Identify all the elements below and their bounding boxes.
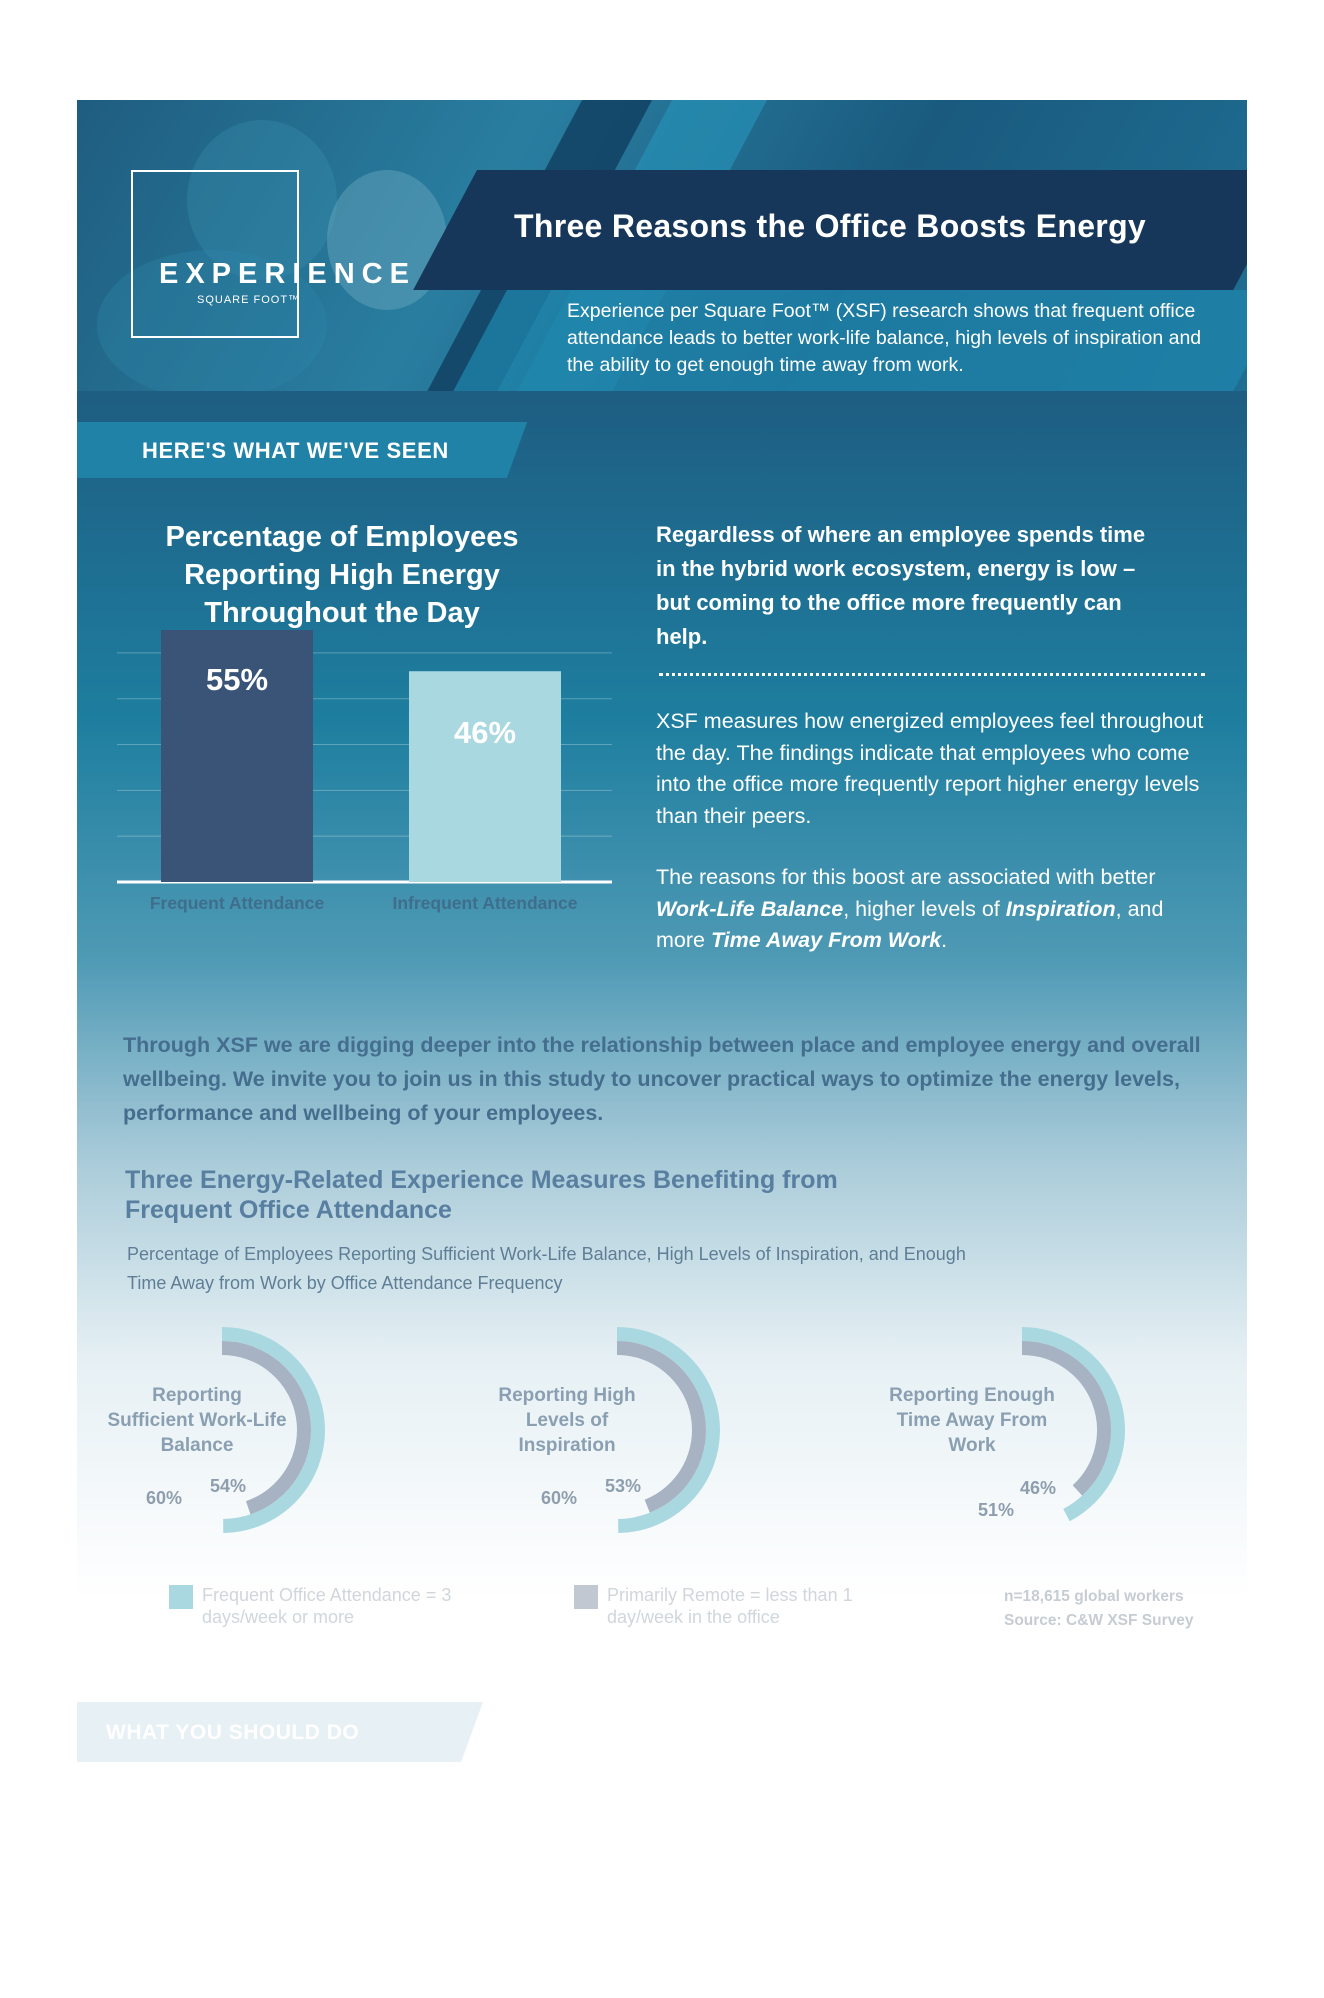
donut-value-frequent: 60% [146,1488,183,1508]
legend-swatch-frequent [169,1585,193,1609]
emphasis-inspiration: Inspiration [1005,896,1116,921]
emphasis-work-life: Work-Life Balance [656,896,844,921]
donut-label: Reporting High Levels of Inspiration [498,1385,636,1456]
bar-category-label: Frequent Attendance [149,893,325,913]
callout-text: Regardless of where an employee spends time in the hybrid work ecosystem, energy is low – but coming to the office more frequently can help. [656,522,1146,649]
logo-word: EXPERIENCE [159,258,416,290]
sample-note [1004,1585,1194,1633]
text-run: , and more [656,896,1164,952]
donut-value-remote: 53% [605,1476,642,1496]
dotted-divider [659,673,1205,676]
bar-value-label: 46% [453,715,517,751]
legend-frequent: Frequent Office Attendance = 3 days/week or more [202,1585,452,1627]
donut-value-frequent: 51% [978,1500,1015,1520]
page-title: Three Reasons the Office Boosts Energy [514,208,1147,244]
donut-value-remote: 46% [1020,1478,1057,1498]
logo-frame [131,170,299,338]
bar-value-label: 55% [205,662,269,697]
bar-category-label: Infrequent Attendance [392,893,578,913]
donut-value-frequent: 60% [541,1488,578,1508]
text-run: . [941,928,948,952]
section-tab-todo-label: WHAT YOU SHOULD DO [106,1721,360,1744]
source-note: Source: C&W XSF Survey [1004,1612,1194,1629]
infographic-panel [77,100,1247,1800]
bar-chart [117,630,617,920]
paragraph-reasons [656,862,1216,957]
text-run: , higher levels of [843,896,1006,921]
intro-text: Experience per Square Foot™ (XSF) research shows that frequent office attendance leads to better work-life balance, high levels of inspiration and the ability to get enough time away from work. [567,300,1202,376]
bar-infrequent [409,671,561,882]
text-run: The reasons for this boost are associated with better [656,865,1156,889]
donut-label: Reporting Enough Time Away From Work [889,1385,1055,1456]
donut-label: Reporting Sufficient Work-Life Balance [107,1385,287,1456]
bar-chart-title: Percentage of Employees Reporting High Energy Throughout the Day [165,521,519,629]
measures-subtitle: Percentage of Employees Reporting Sufficient Work-Life Balance, High Levels of Inspiration, and Enough Time Away from Work by Office Attendance Frequency [127,1244,966,1293]
legend-remote: Primarily Remote = less than 1 day/week in the office [607,1585,853,1627]
donut-value-remote: 54% [210,1476,247,1496]
legend-swatch-remote [574,1585,598,1609]
logo-subtitle: SQUARE FOOT™ [197,294,301,306]
section-tab-label: HERE'S WHAT WE'VE SEEN [142,438,449,463]
paragraph-energy: XSF measures how energized employees feel throughout the day. The findings indicate that employees who come into the office more frequently report higher energy levels than their peers. [656,709,1204,828]
sample-size: n=18,615 global workers [1004,1588,1184,1605]
measures-title: Three Energy-Related Experience Measures Benefiting from Frequent Office Attendance [125,1166,838,1224]
header-banner [77,100,1247,391]
invitation-text: Through XSF we are digging deeper into the relationship between place and employee energy and overall wellbeing. We invite you to join us in this study to uncover practical ways to optimize the energy levels, performance and wellbeing of your employees. [123,1033,1201,1125]
emphasis-time-away: Time Away From Work [710,928,942,952]
